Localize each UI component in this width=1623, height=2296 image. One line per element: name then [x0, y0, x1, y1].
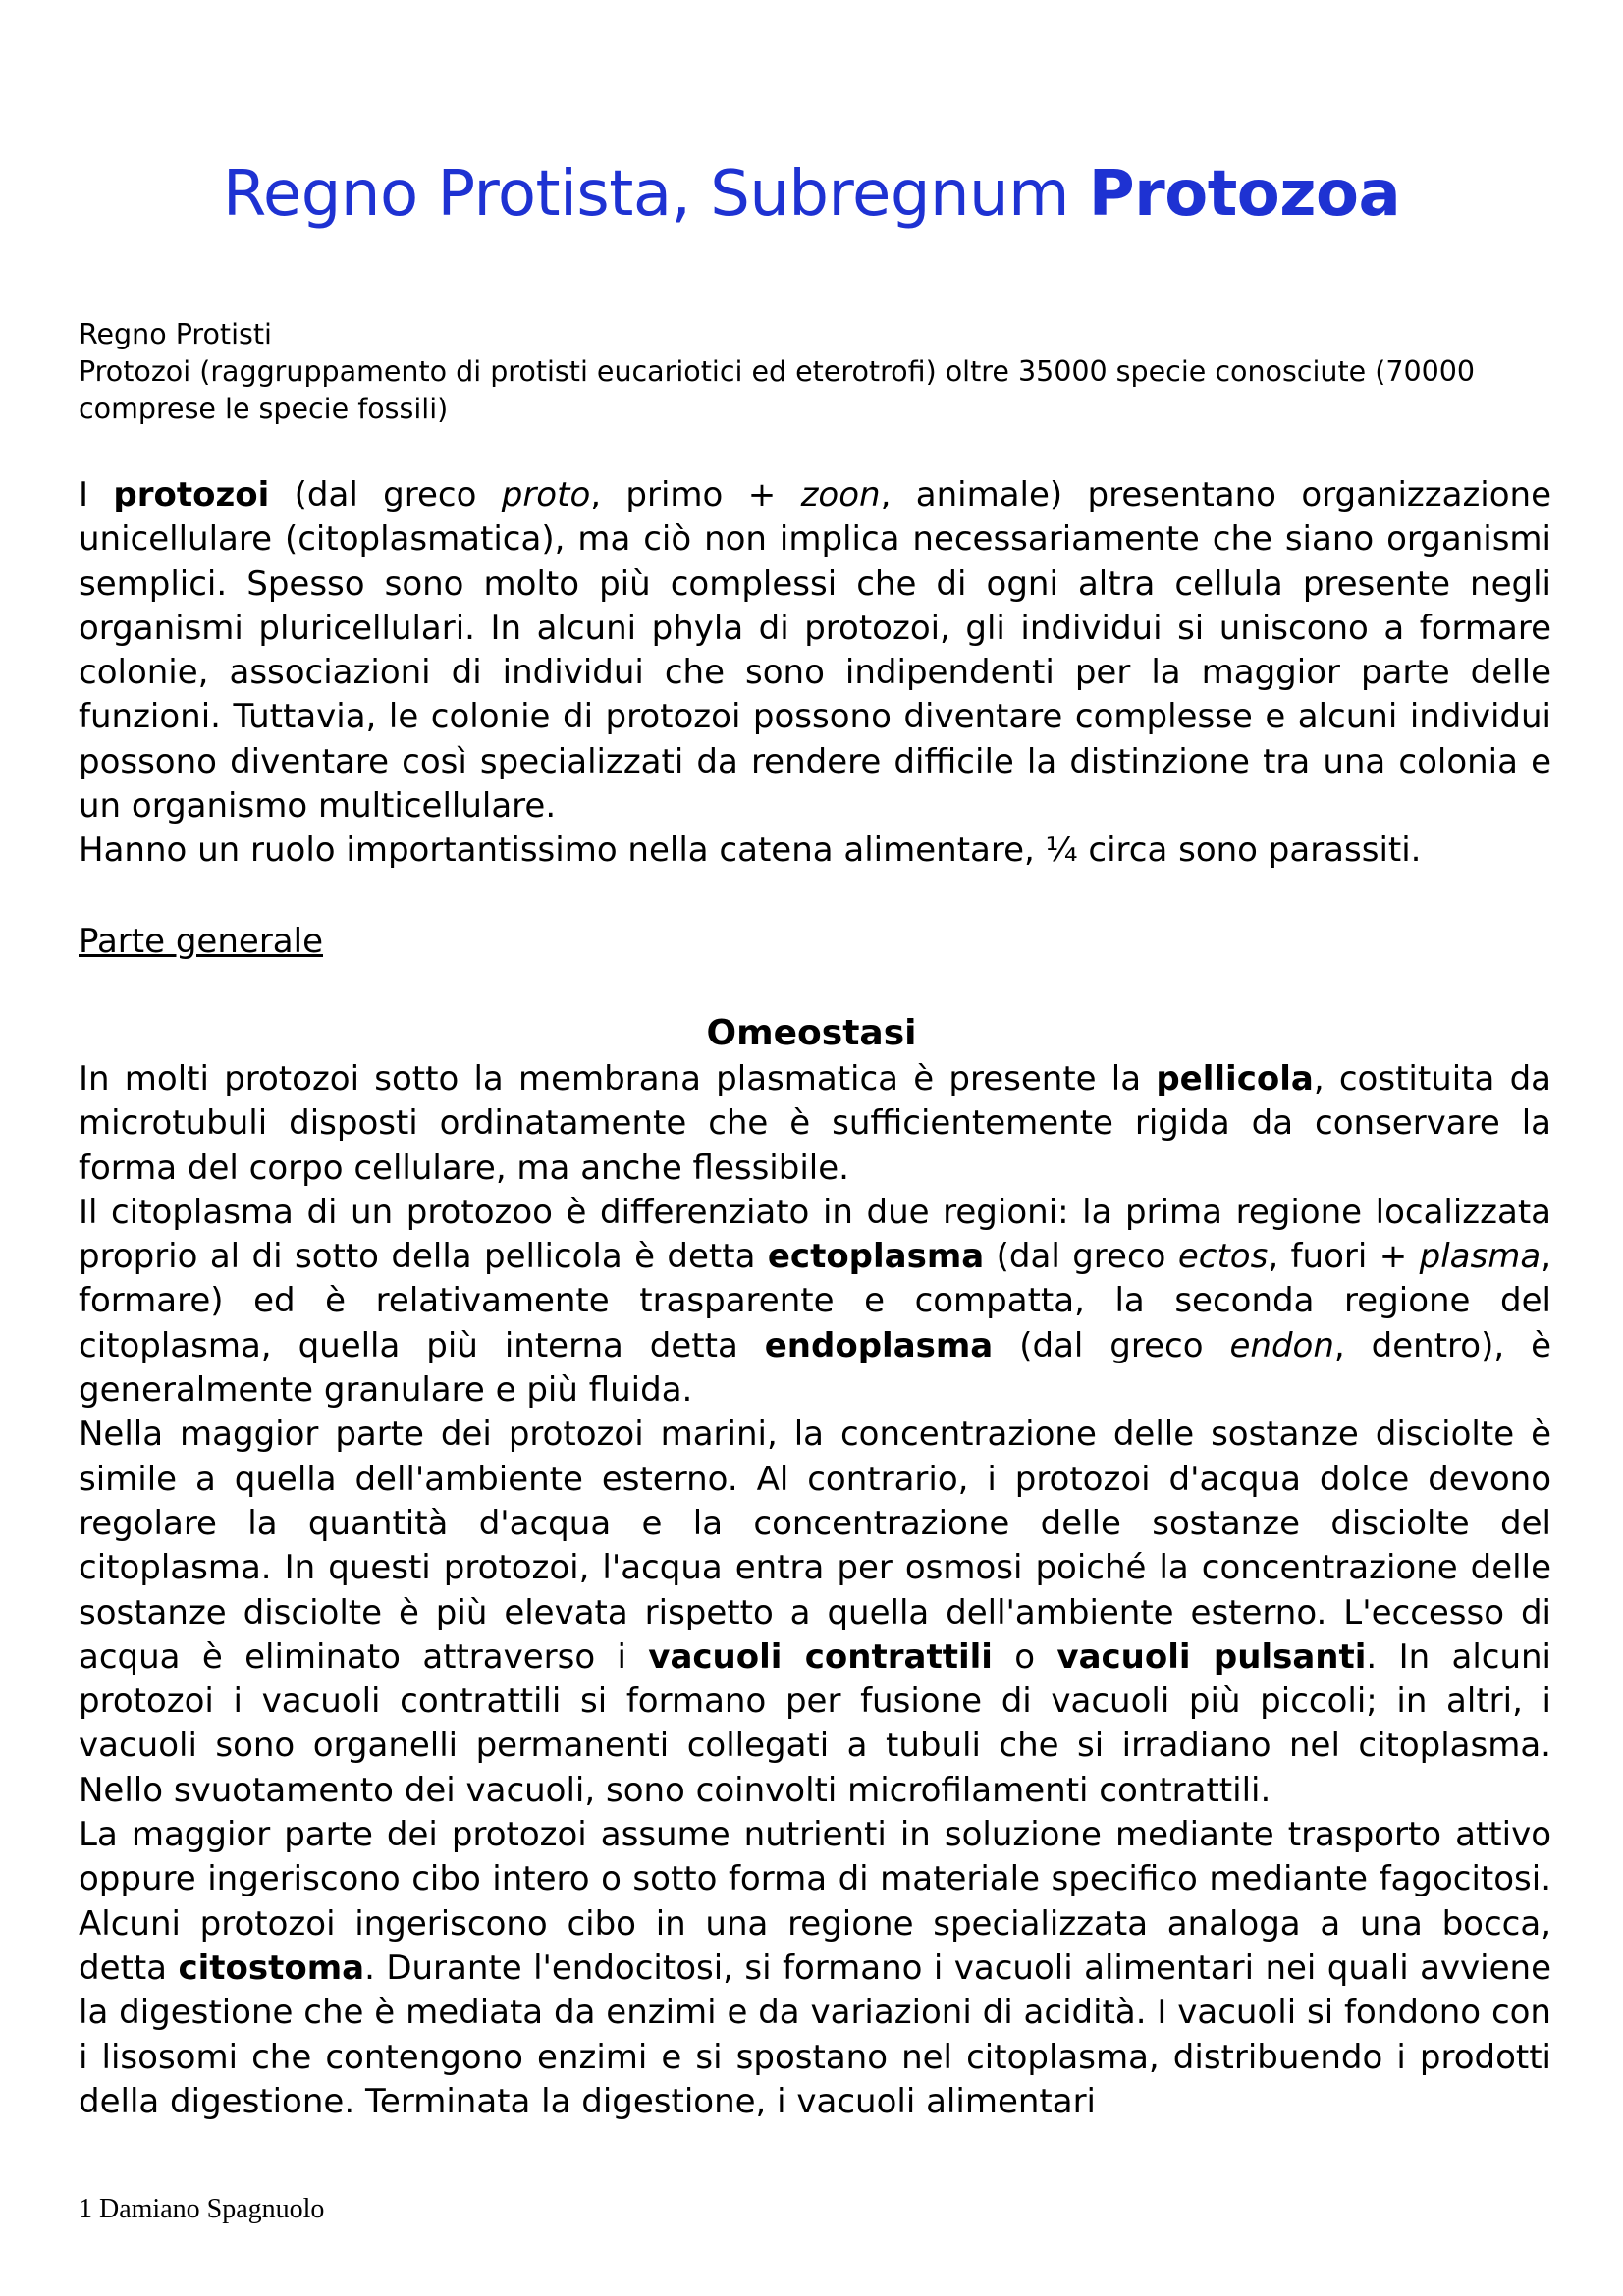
text-run: I — [79, 475, 114, 514]
italic-term: proto — [501, 475, 591, 514]
text-run: , animale) presentano organizzazione unicellulare (citoplasmatica), ma ciò non implica necessariamente che siano organismi semplici. Spesso sono molto più complessi che di ogni altra cellula presente negli organismi pluricellulari. In alcuni phyla di protozoi, gli individui si uniscono a formare colonie, associazioni di individui che sono indipendenti per la maggior parte delle funzioni. Tuttavia, le colonie di protozoi possono diventare complesse e alcuni individui possono diventare così specializzati da rendere difficile la distinzione tra una colonia e un organismo multicellulare. — [79, 475, 1552, 827]
paragraph-nutrizione — [79, 1813, 1551, 2124]
paragraph-ruolo: Hanno un ruolo importantissimo nella catena alimentare, ¼ circa sono parassiti. — [79, 830, 1422, 871]
text-run: (dal greco — [269, 475, 502, 514]
intro-line-2: Protozoi (raggruppamento di protisti eucariotici ed eterotrofi) oltre 35000 specie conosciute (70000 comprese le specie fossili) — [79, 355, 1475, 425]
text-run: La maggior parte dei protozoi assume nutrienti in soluzione mediante trasporto attivo oppure ingeriscono cibo intero o sotto forma di materiale specifico mediante fagocitosi. Alcuni protozoi ingeriscono cibo in una regione specializzata analoga a una bocca, detta — [79, 1815, 1551, 1988]
text-run: , fuori + — [1268, 1237, 1420, 1277]
bold-term: ectoplasma — [767, 1237, 985, 1277]
bold-term: endoplasma — [764, 1325, 994, 1365]
italic-term: zoon — [800, 475, 881, 514]
bold-term: vacuoli contrattili — [648, 1636, 993, 1677]
paragraph-protozoi — [79, 473, 1551, 828]
bold-term: vacuoli pulsanti — [1056, 1636, 1367, 1677]
omeostasi-paragraphs — [79, 1057, 1551, 2124]
section-label: Parte generale — [79, 922, 323, 961]
bold-term: protozoi — [113, 475, 270, 514]
page-footer: 1 Damiano Spagnuolo — [79, 2194, 325, 2224]
section-heading: Omeostasi — [706, 1013, 917, 1053]
text-run: , costituita da microtubuli disposti ordinatamente che è sufficientemente rigida da conservare la forma del corpo cellulare, ma anche flessibile. — [79, 1059, 1551, 1188]
bold-term: pellicola — [1156, 1059, 1314, 1098]
text-run: In molti protozoi sotto la membrana plasmatica è presente la — [79, 1059, 1157, 1098]
italic-term: plasma — [1419, 1237, 1542, 1277]
text-run: o — [992, 1636, 1057, 1677]
paragraph-citoplasma — [79, 1191, 1551, 1413]
text-run: , formare) ed è relativamente trasparente e compatta, la seconda regione del citoplasma, quella più interna detta — [79, 1237, 1551, 1365]
page-title — [0, 155, 1623, 234]
paragraph-vacuoli — [79, 1413, 1551, 1813]
intro-block — [79, 316, 1551, 428]
text-run: , dentro), è generalmente granulare e più fluida. — [79, 1325, 1552, 1411]
intro-line-1: Regno Protisti — [79, 318, 272, 350]
bold-term: citostoma — [178, 1948, 365, 1988]
text-run: Nella maggior parte dei protozoi marini, la concentrazione delle sostanze disciolte è simile a quella dell'ambiente esterno. Al contrario, i protozoi d'acqua dolce devono regolare la quantità d'acqua e la concentrazione delle sostanze disciolte del citoplasma. In questi protozoi, l'acqua entra per osmosi poiché la concentrazione delle sostanze disciolte è più elevata rispetto a quella dell'ambiente esterno. L'eccesso di acqua è eliminato attraverso i — [79, 1415, 1551, 1677]
text-run: Il citoplasma di un protozoo è differenziato in due regioni: la prima regione localizzata proprio al di sotto della pellicola è detta — [79, 1192, 1551, 1277]
intro-paragraphs — [79, 473, 1551, 874]
text-run: . Durante l'endocitosi, si formano i vacuoli alimentari nei quali avviene la digestione che è mediata da enzimi e da variazioni di acidità. I vacuoli si fondono con i lisosomi che contengono enzimi e si spostano nel citoplasma, distribuendo i prodotti della digestione. Terminata la digestione, i vacuoli alimentari — [79, 1948, 1551, 2121]
title-bold: Protozoa — [1088, 158, 1401, 231]
italic-term: endon — [1229, 1325, 1334, 1365]
text-run: (dal greco — [984, 1237, 1178, 1277]
italic-term: ectos — [1177, 1237, 1269, 1277]
text-run: , primo + — [590, 475, 801, 514]
text-run: (dal greco — [993, 1325, 1230, 1365]
text-run: . In alcuni protozoi i vacuoli contrattili si formano per fusione di vacuoli più piccoli; in altri, i vacuoli sono organelli permanenti collegati a tubuli che si irradiano nel citoplasma. Nello svuotamento dei vacuoli, sono coinvolti microfilamenti contrattili. — [79, 1636, 1551, 1810]
paragraph-pellicola — [79, 1057, 1551, 1191]
title-regular: Regno Protista, Subregnum — [222, 158, 1089, 231]
